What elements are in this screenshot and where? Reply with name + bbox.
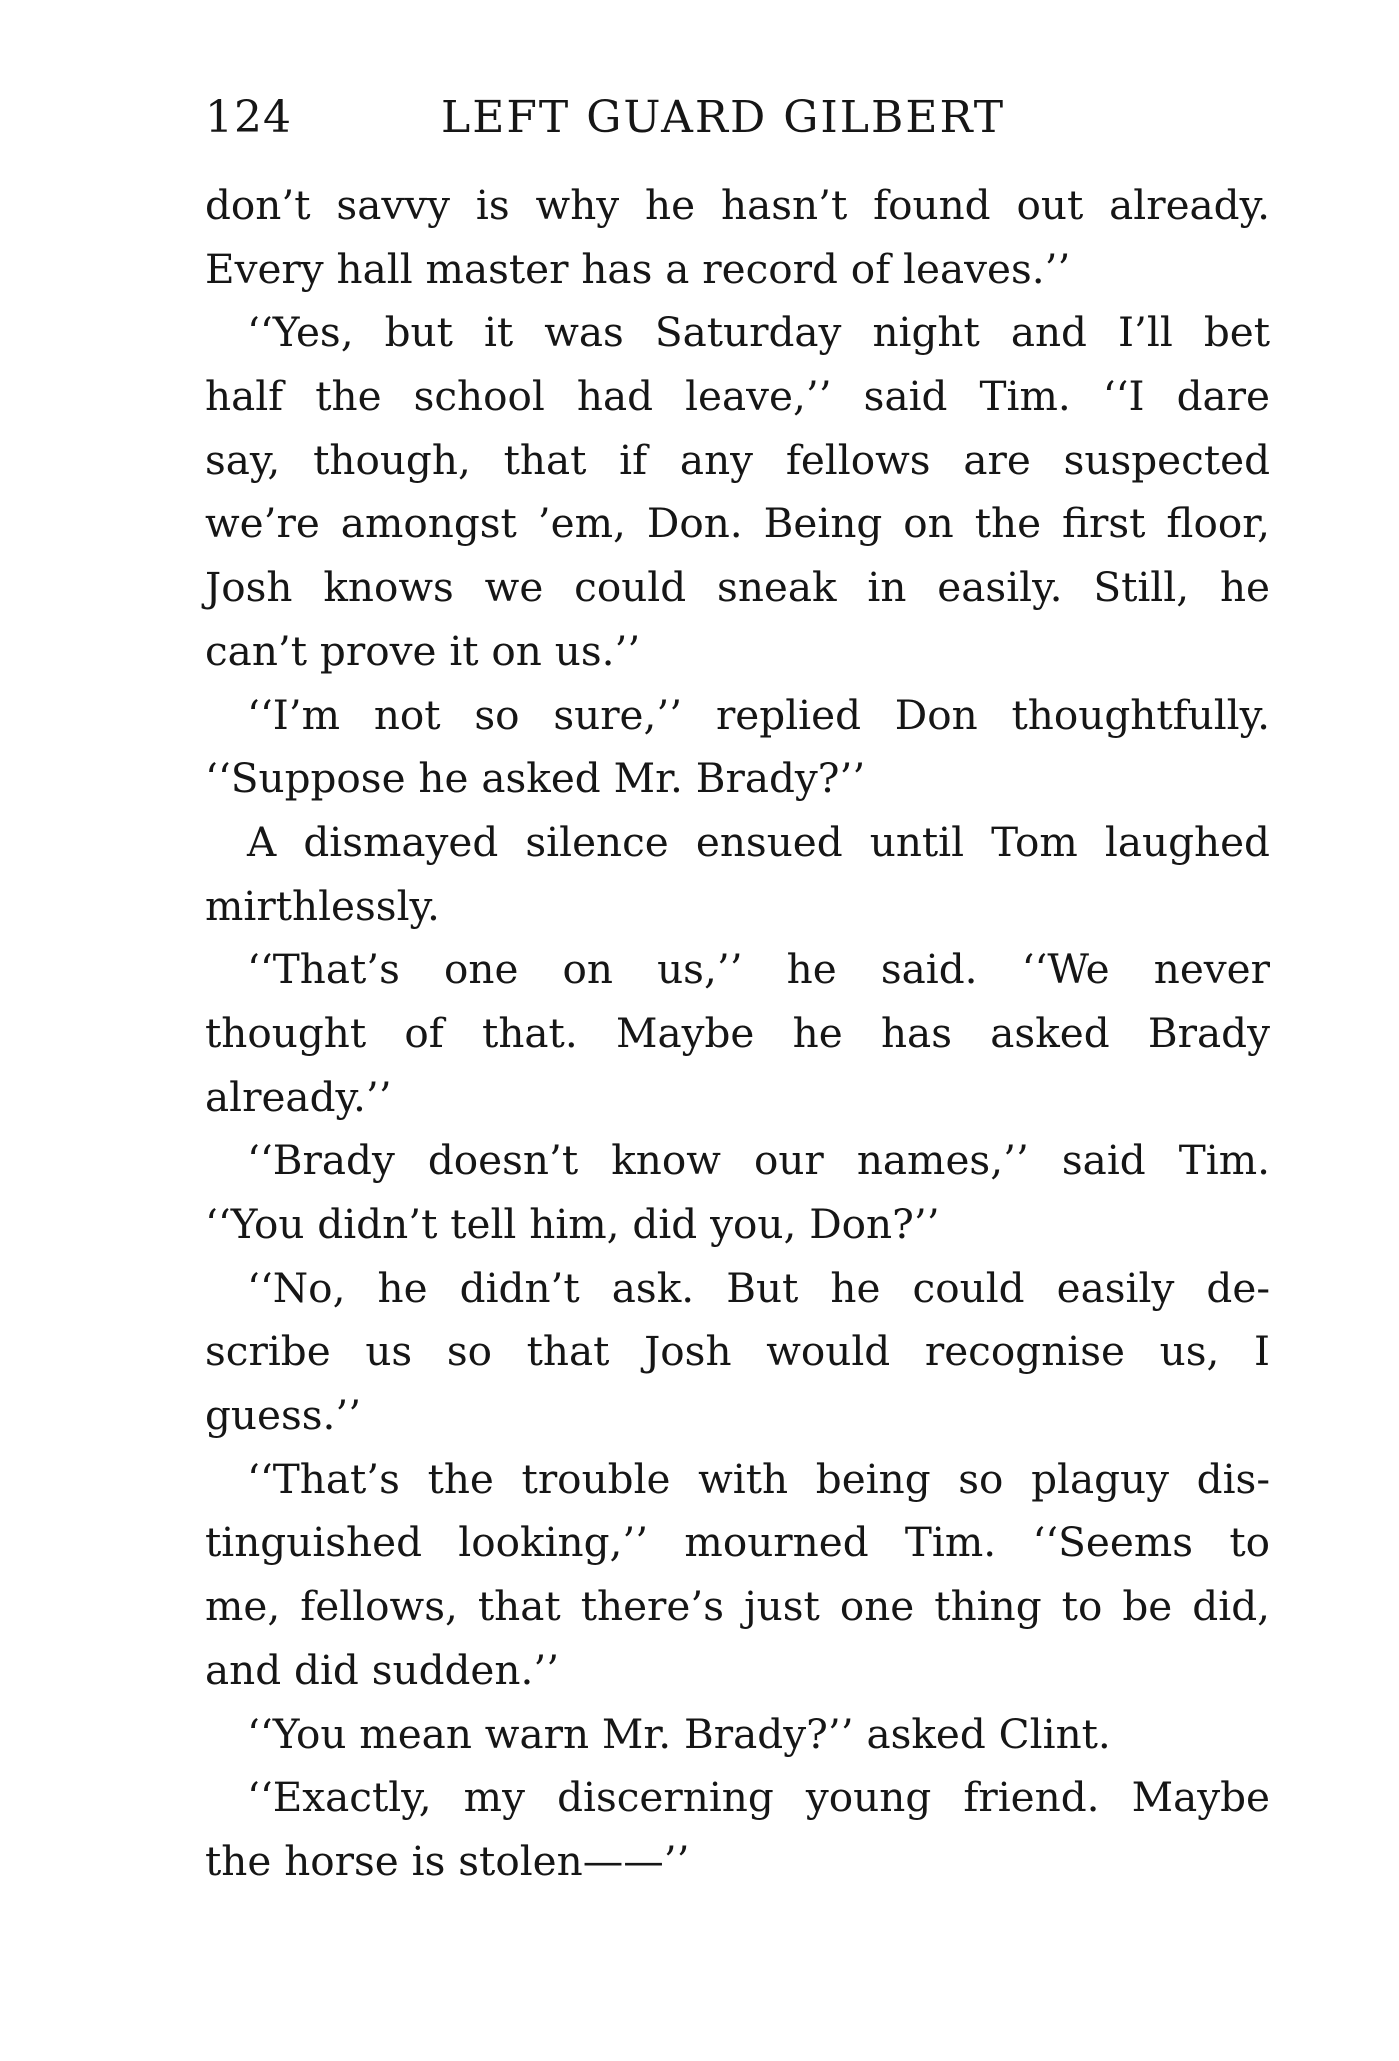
text-line: can’t prove it on us.’’: [205, 626, 641, 675]
text-line: Every hall master has a record of leaves.’’: [205, 244, 1071, 293]
text-line: ‘‘Suppose he asked Mr. Brady?’’: [205, 754, 866, 803]
text-line: mirthlessly.: [205, 881, 440, 930]
text-line: scribe us so that Josh would recognise us, I: [205, 1327, 1270, 1376]
text-line: guess.’’: [205, 1391, 362, 1440]
text-line: ‘‘That’s one on us,’’ he said. ‘‘We never: [247, 945, 1270, 994]
text-line: ‘‘Exactly, my discerning young friend. Maybe: [247, 1773, 1270, 1822]
text-line: we’re amongst ’em, Don. Being on the first floor,: [205, 499, 1270, 548]
text-line: already.’’: [205, 1072, 392, 1121]
text-line: ‘‘That’s the trouble with being so plaguy dis-: [247, 1454, 1270, 1503]
text-line: ‘‘No, he didn’t ask. But he could easily de-: [247, 1263, 1270, 1312]
text-line: ‘‘You mean warn Mr. Brady?’’ asked Clint.: [247, 1709, 1111, 1758]
text-line: ‘‘Yes, but it was Saturday night and I’ll bet: [247, 308, 1270, 357]
text-line: me, fellows, that there’s just one thing to be did,: [205, 1582, 1270, 1631]
body-text: [205, 174, 1270, 1894]
text-line: thought of that. Maybe he has asked Brady: [205, 1008, 1270, 1057]
running-head: [205, 88, 1035, 148]
text-line: ‘‘You didn’t tell him, did you, Don?’’: [205, 1200, 940, 1248]
text-line: don’t savvy is why he hasn’t found out already.: [205, 181, 1270, 229]
page-number: 124: [205, 92, 292, 143]
text-line: half the school had leave,’’ said Tim. ‘‘I dare: [205, 372, 1270, 421]
running-title: LEFT GUARD GILBERT: [441, 92, 1006, 143]
text-line: the horse is stolen——’’: [205, 1836, 690, 1885]
text-line: and did sudden.’’: [205, 1645, 560, 1694]
text-line: tinguished looking,’’ mourned Tim. ‘‘Seems to: [205, 1518, 1270, 1567]
text-line: say, though, that if any fellows are suspected: [205, 435, 1270, 484]
text-line: A dismayed silence ensued until Tom laughed: [247, 817, 1270, 866]
text-line: ‘‘Brady doesn’t know our names,’’ said Tim.: [247, 1136, 1270, 1185]
text-line: ‘‘I’m not so sure,’’ replied Don thoughtfully.: [247, 690, 1270, 739]
text-line: Josh knows we could sneak in easily. Still, he: [205, 563, 1270, 612]
